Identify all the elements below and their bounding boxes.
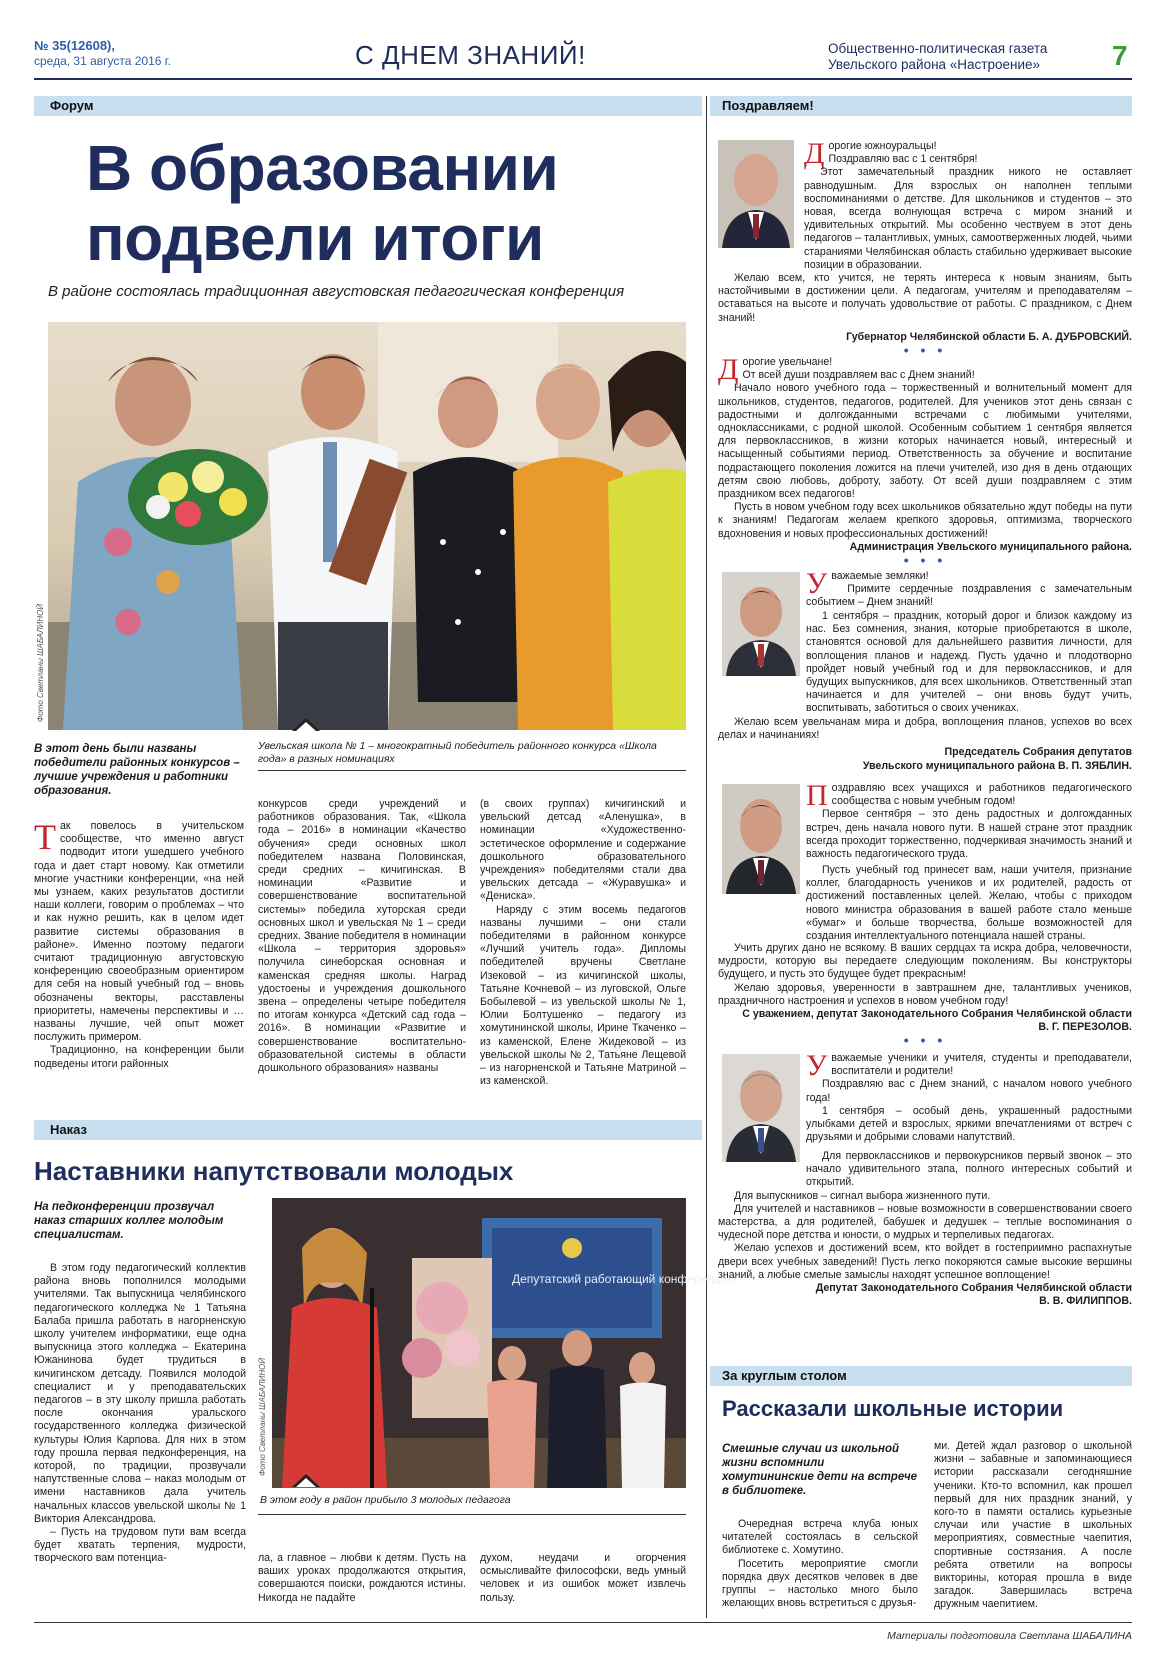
- forum-col3b-text: Наряду с этим восемь педагогов названы лучшими – они стали победителями в районном конкурсе «Лучший учитель года». Дипломы победителей вручены Светлане Изековой – из кичигинской школы, Татьяне Кочневой – из луговской, Ольге Бобылевой – из увельской школы № 1, Юлии Болтушенко – педагогу из хомутининской школы, Ирине Ткаченко – из каменской, Елене Жидековой – из увельской школы № 2, Татьяне Лещевой – из нагорненской и Татьяне Матриной – из каменской.: [480, 903, 686, 1088]
- greeting-5-body4: Для учителей и наставников – новые возможности в совершенствовании своего мастерства, а для родителей, бабушек и дедушек – теплые воспоминания о чудесной поре детства и юности, о мудрых и терпеливых педагогах.: [718, 1202, 1132, 1242]
- roundtable-lead: Смешные случаи из школьной жизни вспомнили хомутининские дети на встрече в библиотеке.: [722, 1443, 918, 1497]
- portrait-dubrovsky: [718, 140, 794, 248]
- forum-col1-text: ак повелось в учительском сообществе, что именно август подводит итоги ушедшего учебного года и дает старт новому. Как отметили многие участники конференции, «на ней мы узнаем, каких результатов достигли наши коллеги, говорим о проблемах – что и как нужно решить, как в целом идет развитие системы образования в районе». Именно поэтому педагоги считают традиционную августовскую конференцию своеобразным ориентиром для себя на новый учебный год – вновь обозначены векторы, расставлены приоритеты, намечены перспективы и … названы лучшие, чей опыт может послужить примером.: [34, 820, 244, 1044]
- caption-rule: [258, 770, 686, 771]
- footer-credit: Материалы подготовила Светлана ШАБАЛИНА: [887, 1630, 1132, 1642]
- nakaz-headline: Наставники напутствовали молодых: [34, 1156, 514, 1186]
- nakaz-body-text: В этом году педагогический коллектив района вновь пополнился молодыми учителями. Так выпускница челябинского педагогического колледжа № 1 Татьяна Балаба пришла работать в нагорненскую школу учителем информатики, еще одна выпускница этого колледжа – Екатерина Южанинова будет трудиться в кичигинском детсаду. Появился молодой специалист и у преподавательских педагогов – в эту школу пришла работать после окончания уральского государственного колледжа физической культуры Юлия Карпова. Для них в этом году прошла первая педконференция, на которой, по традиции, прозвучали напутственные слова – наказ молодым от имени наставников дала учитель начальных классов увельской школы № 1 Виктория Александрова.: [34, 1262, 246, 1525]
- greeting-1-body2: Желаю всем, кто учится, не терять интереса к новым знаниям, быть настойчивыми в достижении цели. А педагогам, учителям и преподавателям – оставаться на высоте и получать удовольствие от работы. С праздником, с Днем знаний!: [718, 272, 1132, 324]
- greeting-2-signature: Администрация Увельского муниципального района.: [849, 540, 1132, 553]
- greeting-1: [804, 137, 1132, 272]
- forum-photo-caption: Увельская школа № 1 – многократный победитель районного конкурса «Школа года» в разных номинациях: [258, 740, 657, 765]
- nakaz-column-2: ла, а главное – любви к детям. Пусть на ваших уроках продолжаются открытия, совершаются поиски, рождаются истины. Никогда не падайте: [258, 1552, 466, 1604]
- nakaz-body: [34, 1262, 246, 1566]
- portrait-filippov: [722, 1054, 800, 1162]
- rubric-roundtable: За круглым столом: [710, 1366, 1132, 1386]
- greeting-4-body3: Учить других дано не всякому. В ваших сердцах та искра добра, человечности, мудрости, которую вы передаете следующим поколениям. Вы конструкторы будущего, и пусть это будущее будет прекрасным!: [718, 942, 1132, 981]
- greeting-1-cont: [718, 272, 1132, 359]
- greeting-1-open: орогие южноуральцы!: [828, 140, 937, 152]
- forum-photo: [48, 322, 686, 730]
- greeting-3-sig1: Председатель Собрания депутатов: [944, 746, 1132, 759]
- greeting-4-sig1: С уважением, депутат Законодательного Собрания Челябинской области: [742, 1008, 1132, 1021]
- nakaz-caption-triangle-inner-icon: [296, 1478, 316, 1487]
- greeting-2: [718, 353, 1132, 569]
- greeting-3-dropcap: У: [806, 567, 828, 600]
- forum-photo-image: [48, 322, 686, 730]
- roundtable-column-2: ми. Детей ждал разговор о школьной жизни – забавные и запоминающиеся истории рассказали сегодняшние ученики. Кто-то вспомнил, как прошел первый для них праздник знаний, у кого-то в памяти остались курьезные случаи или участие в школьных мероприятиях, совместные чаепития, спортивные состязания. А после ребята ответили на вопросы викторины, которая прошла в виде загадок. Завершилась встреча дружным чаепитием.: [934, 1440, 1132, 1611]
- nakaz-photo-credit: Фото Светланы ШАБАЛИНОЙ: [258, 1357, 267, 1476]
- greeting-5-dropcap: У: [806, 1049, 828, 1082]
- nakaz-lead: На педконференции прозвучал наказ старших коллег молодым специалистам.: [34, 1201, 224, 1241]
- greeting-5-cont: [718, 1150, 1132, 1308]
- forum-subhead: В районе состоялась традиционная августовская педагогическая конференция: [48, 283, 625, 300]
- greeting-2-body: Начало нового учебного года – торжественный и волнительный момент для школьников, студентов, педагогов, родителей. Для учеников этот день связан с радостными и долгожданными встречами с любимыми учителями, одноклассниками, с родной школой. Особенным событием 1 сентября является для первоклассников, в жизни которых начинается новый, интересный и насыщенный событиями период. Ответственность за обучение и воспитание подрастающего поколения ложится на плечи учителей, изо дня в день отдающих детям свою любовь, доброту, заботу. От всей души поздравляем с этим праздником всех педагогов!: [718, 382, 1132, 501]
- roundtable-body: Очередная встреча клуба юных читателей состоялась в сельской библиотеке с. Хомутино.: [722, 1518, 918, 1557]
- greeting-4-dropcap: П: [806, 779, 828, 812]
- forum-photo-credit: Фото Светланы ШАБАЛИНОЙ: [36, 603, 45, 722]
- forum-dropcap: Т: [34, 817, 56, 857]
- roundtable-body2: Посетить мероприятие смогли порядка двух десятков человек в две группы – настолько много было желающих вновь встретиться с друзья-: [722, 1557, 918, 1610]
- greeting-1-signature: Губернатор Челябинской области Б. А. ДУБРОВСКИЙ.: [846, 330, 1132, 343]
- greeting-2-line2: От всей души поздравляем вас с Днем знаний!: [742, 369, 975, 382]
- issue-date: среда, 31 августа 2016 г.: [34, 54, 172, 68]
- separator-1: • • •: [903, 342, 947, 359]
- section-title: С ДНЕМ ЗНАНИЙ!: [355, 40, 586, 70]
- roundtable-column-1: [722, 1518, 918, 1610]
- greeting-2-open: орогие увельчане!: [742, 356, 833, 368]
- greeting-5-body2: Для первоклассников и первокурсников первый звонок – это начало удивительного этапа, полного интересных событий и открытий.: [806, 1150, 1132, 1189]
- greeting-5-body5: Желаю успехов и достижений всем, кто войдет в гостеприимно распахнутые двери всех учебных заведений! Пусть легко покоряются самые высокие вершины знаний, а любые смелые замыслы находят успешное воплощение!: [718, 1242, 1132, 1281]
- greeting-3-end: [718, 716, 1132, 773]
- greeting-4-end2: [718, 942, 1132, 1049]
- header-rule: [34, 78, 1132, 80]
- nakaz-column-3: духом, неудачи и огорчения осмысливайте философски, ведь умный человек и из ошибок может извлечь пользу.: [480, 1552, 686, 1604]
- nakaz-photo: [272, 1198, 734, 1488]
- greeting-5-open: важаемые ученики и учителя, студенты и преподаватели, воспитатели и родители!: [831, 1052, 1132, 1078]
- forum-column-1: [34, 817, 244, 1071]
- roundtable-headline: Рассказали школьные истории: [722, 1396, 1064, 1421]
- forum-column-2: конкурсов среди учреждений и работников образования. Так, «Школа года – 2016» в номинации «Качество обучения» среди основных школ победителем названа Половинская, среди средних – кичигинская. В номинации «Развитие и совершенствование воспитательной системы» победила хуторская среди основных школ и увельская № 1 – среди средних. Звание победителя в номинации «Школа – территория здоровья» получила синеборская основная и каменская средняя школы. Наград удостоены и учреждения дошкольного звена – определены четыре победителя по итогам конкурса «Детский сад года – 2016». В номинации «Развитие и совершенствование воспитательно-образовательной системы в области дошкольного образования» названы: [258, 798, 467, 1075]
- portrait-dubrovsky-image: [718, 140, 794, 248]
- greeting-3-body: 1 сентября – праздник, который дорог и близок каждому из нас. Без сомнения, знания, которые приобретаются в школе, становятся основой для дальнейшего развития личности, для воплощения планов и надежд. Пусть удачно и плодотворно пройдет новый учебный год и для первоклассников, и для будущих выпускников, для всех школьников. Ответственный этап начинается и для учителей – они вновь будут учить, воспитывать, заботиться о своих учениках.: [806, 610, 1132, 715]
- column-divider: [706, 96, 707, 1618]
- greeting-3-sig2: Увельского муниципального района В. П. ЗЯБЛИН.: [862, 759, 1132, 772]
- caption-triangle-inner-icon: [296, 722, 316, 731]
- greeting-4-sig2: В. Г. ПЕРЕЗОЛОВ.: [1038, 1021, 1132, 1034]
- nakaz-photo-caption: В этом году в район прибыло 3 молодых педагога: [260, 1494, 511, 1506]
- rubric-greetings: Поздравляем!: [710, 96, 1132, 116]
- greeting-4-open: оздравляю всех учащихся и работников педагогического сообщества с новым учебным годом!: [831, 782, 1132, 808]
- paper-name-line2: Увельского района «Настроение»: [828, 57, 1041, 72]
- greeting-1-line2: Поздравляю вас с 1 сентября!: [828, 153, 978, 166]
- issue-number: № 35(12608),: [34, 38, 115, 53]
- nakaz-screen-text: Депутатский работающий конференция: [512, 1272, 734, 1286]
- greeting-1-body: Этот замечательный праздник никого не оставляет равнодушным. Для взрослых он наполнен теплыми воспоминаниями о детстве. Для школьников и студентов – это новая, всегда волнующая встреча с миром знаний и удивительных открытий. Мы особенно чествуем в этот день педагогов – талантливых, умных, самоотверженных людей, чьими стараниями Челябинская область стабильно удерживает высокие позиции в образовании.: [804, 166, 1132, 271]
- forum-col1b-text: Традиционно, на конференции были подведены итоги районных: [34, 1044, 244, 1070]
- page-number: 7: [1112, 40, 1128, 71]
- greeting-3-cont: [806, 610, 1132, 716]
- greeting-3-body2: Желаю всем увельчанам мира и добра, воплощения планов, успехов во всех делах и начинаниях!: [718, 716, 1132, 742]
- greeting-1-dropcap: Д: [804, 137, 825, 170]
- forum-column-3: [480, 798, 686, 1088]
- portrait-filippov-image: [722, 1054, 800, 1162]
- nakaz-photo-image: [272, 1198, 734, 1488]
- rubric-forum: Форум: [34, 96, 702, 116]
- greeting-3-line2: Примите сердечные поздравления с замечательным событием – Днем знаний!: [806, 583, 1132, 609]
- separator-3: • • •: [903, 1032, 947, 1049]
- greeting-5: [806, 1049, 1132, 1144]
- forum-col3-text: (в своих группах) кичигинский и увельский детсад «Аленушка», в номинации «Художественно-эстетическое оформление и содержание дошкольного образовательного учреждения» победителями стали два увельских детсада – «Журавушка» и «Дениска».: [480, 798, 686, 903]
- greeting-5-body3: Для выпускников – сигнал выбора жизненного пути.: [734, 1189, 991, 1202]
- greeting-5-sig1: Депутат Законодательного Собрания Челябинской области: [815, 1282, 1132, 1295]
- footer-rule: [34, 1622, 1132, 1623]
- greeting-5-body: 1 сентября – особый день, украшенный радостными улыбками детей и взрослых, яркими впечатлениями от встреч с друзьями и добрыми словами напутствий.: [806, 1104, 1132, 1144]
- forum-lead: В этот день были названы победители районных конкурсов – лучшие учреждения и работники образования.: [34, 743, 240, 797]
- nakaz-body2-text: – Пусть на трудовом пути вам всегда будет хватать терпения, мудрости, творческого вам потенциа-: [34, 1526, 246, 1565]
- separator-2: • • •: [903, 552, 947, 569]
- greeting-4-body: Первое сентября – это день радостных и долгожданных встреч, день начала нового пути. В нашей стране этот праздник всегда проходит торжественно, подчеркивая значимость знаний и важность педагогического труда.: [806, 808, 1133, 861]
- greeting-3: [806, 567, 1132, 610]
- greeting-5-line2: Поздравляю вас с Днем знаний, с началом нового учебного года!: [806, 1078, 1132, 1104]
- greeting-4-end: [718, 864, 1132, 943]
- rubric-nakaz: Наказ: [34, 1120, 702, 1140]
- portrait-zyablin-image: [722, 572, 800, 676]
- greeting-2-dropcap: Д: [718, 353, 739, 386]
- forum-headline-line2: подвели итоги: [86, 202, 544, 274]
- greeting-4-body4: Желаю здоровья, уверенности в завтрашнем дне, талантливых учеников, праздничного настроения и успехов в новом учебном году!: [718, 981, 1132, 1007]
- greeting-2-body2: Пусть в новом учебном году всех школьников обязательно ждут победы на пути к знаниям! Педагогам желаем крепкого здоровья, оптимизма, творческого вдохновения и новых профессиональных достижений!: [718, 501, 1132, 540]
- forum-headline-line1: В образовании: [86, 132, 559, 204]
- nakaz-caption-rule: [258, 1514, 686, 1515]
- paper-name-line1: Общественно-политическая газета: [828, 41, 1048, 56]
- portrait-zyablin: [722, 572, 800, 676]
- greeting-3-open: важаемые земляки!: [831, 570, 929, 582]
- greeting-4-body2: Пусть учебный год принесет вам, наши учителя, признание коллег, благодарность учеников и их родителей, радость от достижений поставленных целей. Желаю, чтобы с приходом нового министра образования в вашей работе стало меньше «бумаг» и больше творчества, больше возможностей для создания интеллектуального потенциала нашей страны.: [806, 864, 1132, 943]
- greeting-4: [806, 779, 1133, 861]
- greeting-5-sig2: В. В. ФИЛИППОВ.: [1039, 1295, 1132, 1308]
